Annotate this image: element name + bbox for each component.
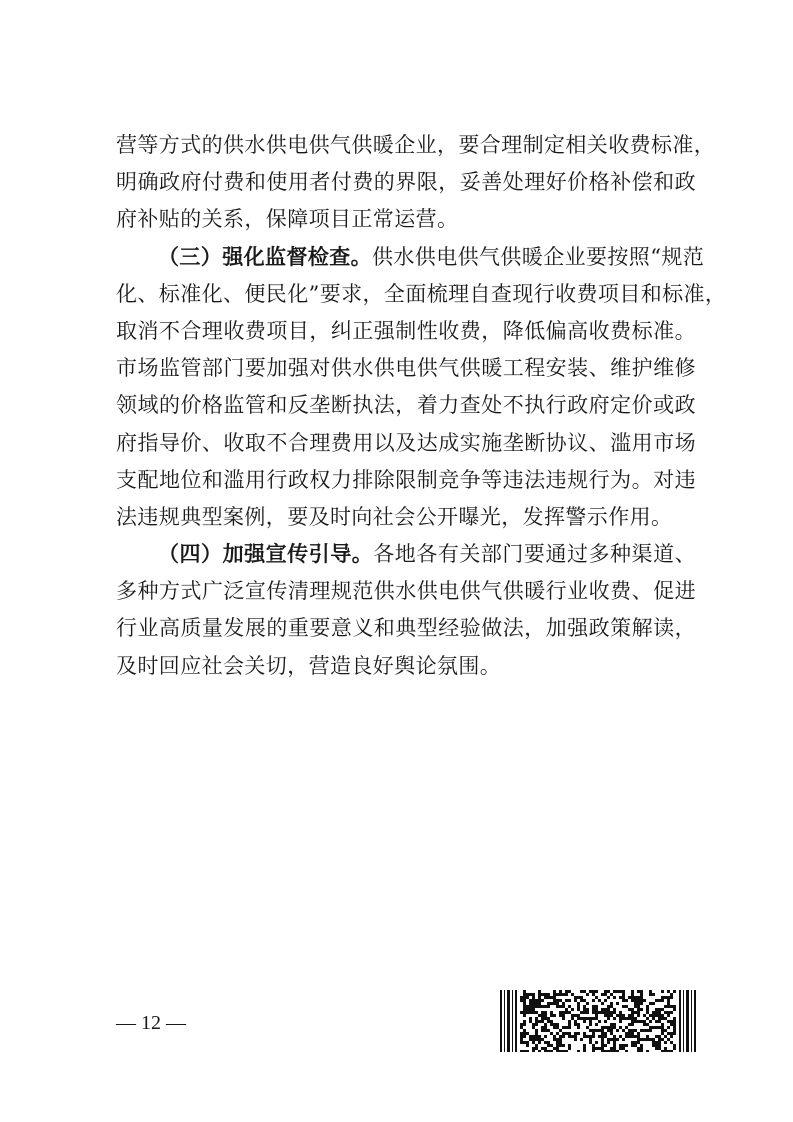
text-line: 府补贴的关系，保障项目正常运营。 [116, 207, 459, 232]
barcode-image [500, 990, 696, 1052]
text-line: 取消不合理收费项目，纠正强制性收费，降低偏高收费标准。 [116, 318, 696, 343]
text-line [116, 536, 696, 573]
text-line: 支配地位和滥用行政权力排除限制竞争等违法违规行为。对违 [116, 467, 696, 492]
text-line: 领域的价格监管和反垄断执法，着力查处不执行政府定价或政 [116, 393, 696, 418]
text-line: 化、标准化、便民化”要求，全面梳理自查现行收费项目和标准， [116, 281, 727, 306]
section-heading-4: （四）加强宣传引导。 [158, 542, 374, 567]
text-line: 市场监管部门要加强对供水供电供气供暖工程安装、维护维修 [116, 356, 696, 381]
body-text [116, 127, 727, 685]
text-line: 府指导价、收取不合理费用以及达成实施垄断协议、滥用市场 [116, 430, 696, 455]
text-line: 及时回应社会关切，营造良好舆论氛围。 [116, 653, 502, 678]
text-line: 法违规典型案例，要及时向社会公开曝光，发挥警示作用。 [116, 504, 673, 529]
text-line [116, 239, 705, 276]
text-line: 行业高质量发展的重要意义和典型经验做法，加强政策解读， [116, 616, 696, 641]
section-heading-3: （三）强化监督检查。 [158, 244, 372, 269]
page-number: — 12 — [116, 1012, 186, 1034]
text-line: 明确政府付费和使用者付费的界限，妥善处理好价格补偿和政 [116, 170, 696, 195]
text-line: 营等方式的供水供电供气供暖企业，要合理制定相关收费标准， [116, 133, 716, 157]
text-line: 多种方式广泛宣传清理规范供水供电供气供暖行业收费、促进 [116, 579, 696, 604]
section-text: 各地各有关部门要通过多种渠道、 [373, 542, 696, 567]
section-text: 供水供电供气供暖企业要按照“规范 [372, 244, 705, 269]
